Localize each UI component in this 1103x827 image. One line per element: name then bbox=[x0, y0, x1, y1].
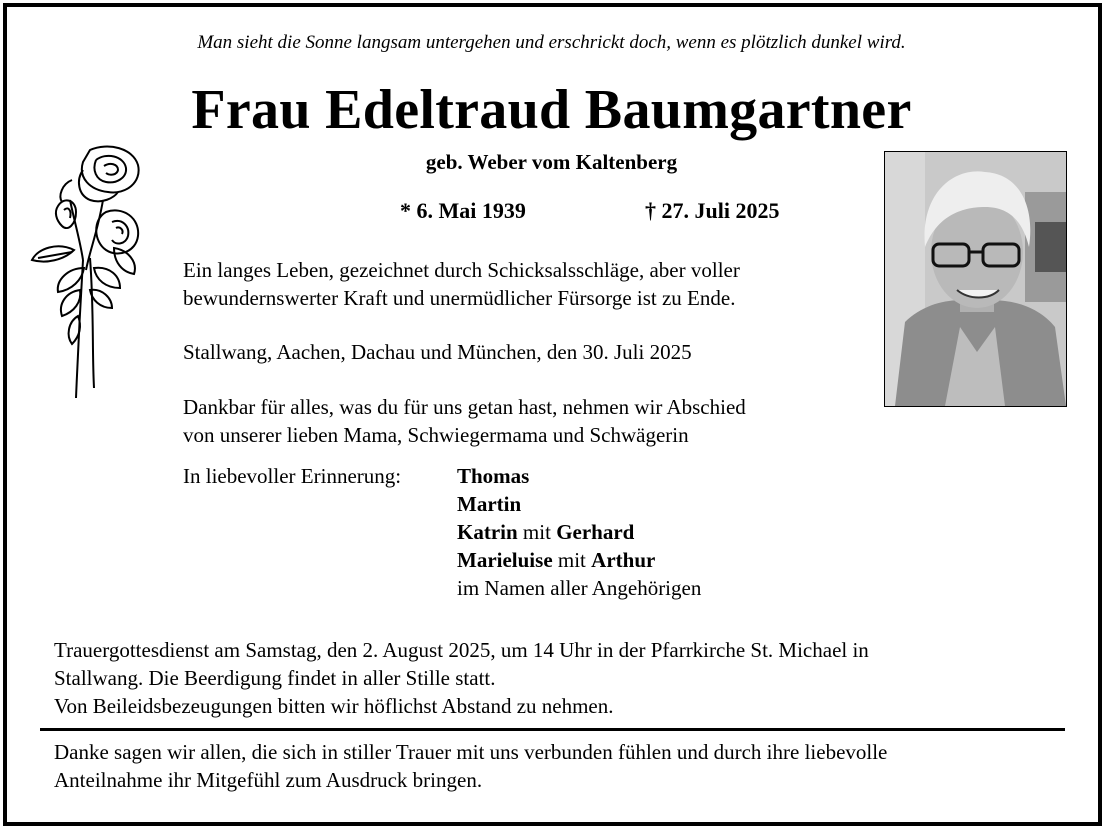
divider-line bbox=[40, 728, 1065, 731]
place-date: Stallwang, Aachen, Dachau und München, den 30. Juli 2025 bbox=[183, 340, 692, 364]
thanks-line-1: Danke sagen wir allen, die sich in stiller Trauer mit uns verbunden fühlen und durch ihre liebevolle bbox=[54, 740, 888, 764]
service-info bbox=[54, 636, 1054, 720]
mourner-connector: mit bbox=[522, 520, 551, 544]
mourner-name: Gerhard bbox=[556, 520, 635, 544]
farewell-paragraph bbox=[183, 393, 883, 449]
service-line-2: Stallwang. Die Beerdigung findet in aller Stille statt. bbox=[54, 666, 496, 690]
service-line-3: Von Beileidsbezeugungen bitten wir höflichst Abstand zu nehmen. bbox=[54, 694, 614, 718]
rose-icon bbox=[28, 140, 148, 405]
mourner-others: im Namen aller Angehörigen bbox=[457, 576, 702, 600]
portrait-photo bbox=[884, 151, 1067, 407]
life-line-1: Ein langes Leben, gezeichnet durch Schicksalsschläge, aber voller bbox=[183, 258, 740, 282]
thanks-paragraph bbox=[54, 738, 1064, 794]
mourners-list bbox=[457, 462, 701, 602]
farewell-line-1: Dankbar für alles, was du für uns getan hast, nehmen wir Abschied bbox=[183, 395, 746, 419]
birth-name: geb. Weber vom Kaltenberg bbox=[425, 150, 678, 174]
memory-label: In liebevoller Erinnerung: bbox=[183, 464, 402, 488]
death-date: † 27. Juli 2025 bbox=[645, 198, 780, 223]
mourner-name: Marieluise bbox=[457, 548, 553, 572]
mourner-name: Thomas bbox=[457, 464, 530, 488]
thanks-line-2: Anteilnahme ihr Mitgefühl zum Ausdruck bringen. bbox=[54, 768, 483, 792]
farewell-line-2: von unserer lieben Mama, Schwiegermama und Schwägerin bbox=[183, 423, 689, 447]
mourner-name: Martin bbox=[457, 492, 522, 516]
deceased-name: Frau Edeltraud Baumgartner bbox=[191, 79, 912, 141]
mourner-connector: mit bbox=[557, 548, 586, 572]
motto: Man sieht die Sonne langsam untergehen und erschrickt doch, wenn es plötzlich dunkel wird. bbox=[197, 32, 906, 53]
mourner-name: Katrin bbox=[457, 520, 518, 544]
life-paragraph bbox=[183, 256, 883, 312]
mourner-name: Arthur bbox=[591, 548, 656, 572]
life-line-2: bewundernswerter Kraft und unermüdlicher Fürsorge ist zu Ende. bbox=[183, 286, 736, 310]
birth-date: * 6. Mai 1939 bbox=[400, 198, 526, 223]
service-line-1: Trauergottesdienst am Samstag, den 2. August 2025, um 14 Uhr in der Pfarrkirche St. Michael in bbox=[54, 638, 869, 662]
